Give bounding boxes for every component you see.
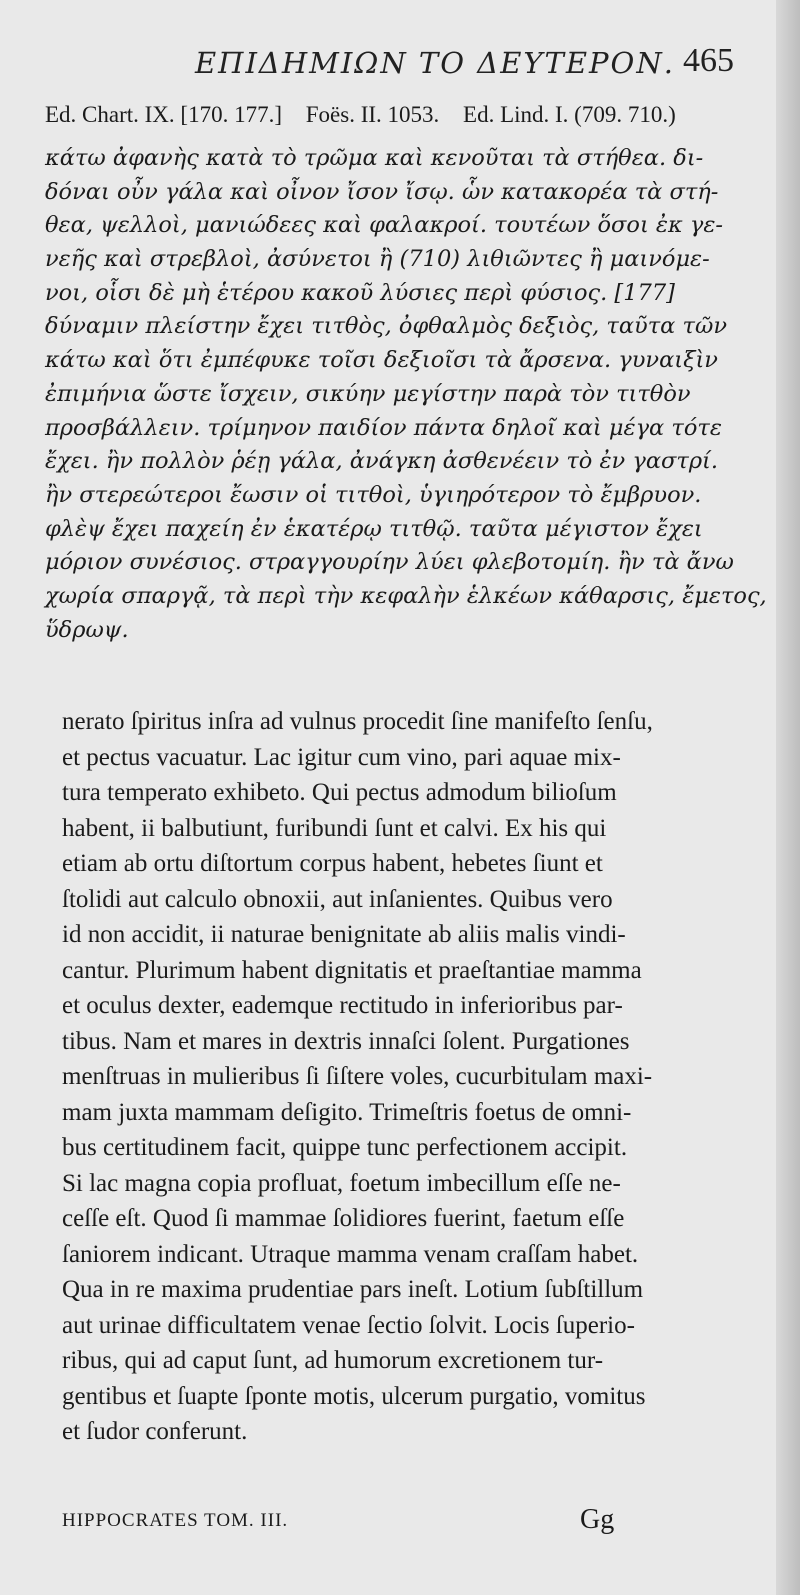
edition-reference-foes: Foës. II. 1053. — [305, 102, 440, 127]
greek-line: θεα, ψελλοὶ, μανιώδεες καὶ φαλακροί. τουτέων ὅσοι ἐκ γε- — [45, 212, 724, 239]
greek-line: κάτω ἀφανὴς κατὰ τὸ τρῶμα καὶ κενοῦται τὰ στήθεα. δι- — [45, 145, 704, 171]
page-header — [40, 40, 740, 106]
greek-line: κάτω καὶ ὅτι ἐμπέφυκε τοῖσι δεξιοῖσι τὰ ἄρσενα. γυναιξὶν — [45, 347, 718, 374]
greek-line: χωρία σπαργᾷ, τὰ περὶ τὴν κεφαλὴν ἑλκέων κάθαρσις, ἔμετος, — [45, 582, 767, 609]
latin-line: habent, ii balbutiunt, furibundi ſunt et calvi. Ex his qui — [62, 814, 607, 842]
greek-text-block — [45, 142, 765, 647]
greek-line: φλὲψ ἔχει παχείη ἐν ἑκατέρῳ τιτθῷ. ταῦτα μέγιστον ἔχει — [45, 515, 703, 542]
page-footer — [62, 1504, 762, 1544]
greek-line: προσβάλλειν. τρίμηνον παιδίον πάντα δηλοῖ καὶ μέγα τότε — [45, 414, 722, 441]
latin-line: etiam ab ortu diſtortum corpus habent, hebetes ſiunt et — [62, 850, 603, 877]
gathering-mark: Gg — [580, 1504, 615, 1535]
latin-translation-block — [62, 704, 777, 1450]
latin-line: cantur. Plurimum habent dignitatis et praeſtantiae mamma — [62, 956, 642, 984]
signature-line: HIPPOCRATES TOM. III. — [62, 1510, 289, 1531]
latin-line: bus certitudinem facit, quippe tunc perfectionem accipit. — [62, 1134, 628, 1161]
latin-line: gentibus et ſuapte ſponte motis, ulcerum purgatio, vomitus — [62, 1382, 646, 1410]
greek-line: δόναι οὖν γάλα καὶ οἶνον ἴσον ἴσῳ. ὧν κατακορέα τὰ στή- — [45, 178, 719, 205]
running-title: ΕΠΙΔΗΜΙΩΝ ΤΟ ΔΕΥΤΕΡΟΝ. — [195, 46, 675, 80]
latin-line: tibus. Nam et mares in dextris innaſci ſolent. Purgationes — [62, 1027, 630, 1055]
latin-line: id non accidit, ii naturae benignitate ab aliis malis vindi- — [62, 921, 626, 948]
edition-references — [45, 102, 775, 128]
latin-line: ribus, qui ad caput ſunt, ad humorum excretionem tur- — [62, 1347, 604, 1374]
latin-line: Qua in re maxima prudentiae pars ineſt. Lotium ſubſtillum — [62, 1276, 644, 1303]
greek-line: δύναμιν πλείστην ἔχει τιτθὸς, ὀφθαλμὸς δεξιὸς, ταῦτα τῶν — [45, 313, 727, 340]
latin-line: aut urinae difficultatem venae ſectio ſolvit. Locis ſuperio- — [62, 1311, 635, 1339]
latin-line: et pectus vacuatur. Lac igitur cum vino, pari aquae mix- — [62, 743, 621, 771]
latin-line: ſaniorem indicant. Utraque mamma venam craſſam habet. — [62, 1240, 639, 1268]
greek-line: ἢν στερεώτεροι ἔωσιν οἱ τιτθοὶ, ὑγιηρότερον τὸ ἔμβρυον. — [45, 481, 702, 508]
latin-line: Si lac magna copia profluat, foetum imbecillum eſſe ne- — [62, 1169, 621, 1197]
greek-line: νοι, οἷσι δὲ μὴ ἑτέρου κακοῦ λύσιες περὶ φύσιος. [177] — [45, 279, 675, 306]
latin-line: tura temperato exhibeto. Qui pectus admodum bilioſum — [62, 779, 617, 806]
latin-line: menſtruas in mulieribus ſi ſiſtere voles, cucurbitulam maxi- — [62, 1063, 653, 1090]
edition-reference-lind: Ed. Lind. I. (709. 710.) — [463, 102, 676, 127]
latin-line: et ſudor conferunt. — [62, 1418, 248, 1445]
page-edge-shadow — [776, 0, 800, 1595]
greek-line: νεῆς καὶ στρεβλοὶ, ἀσύνετοι ἢ (710) λιθιῶντες ἢ μαινόμε- — [45, 246, 710, 273]
page-number: 465 — [683, 42, 734, 79]
latin-line: ceſſe eſt. Quod ſi mammae ſolidiores fuerint, faetum eſſe — [62, 1205, 625, 1232]
greek-line: μόριον συνέσιος. στραγγουρίην λύει φλεβοτομίη. ἢν τὰ ἄνω — [45, 549, 734, 576]
latin-line: mam juxta mammam deſigito. Trimeſtris foetus de omni- — [62, 1098, 632, 1126]
latin-line: nerato ſpiritus inſra ad vulnus procedit ſine manifeſto ſenſu, — [62, 708, 653, 735]
edition-reference-chart: Ed. Chart. IX. [170. 177.] — [45, 102, 282, 127]
greek-line: ἔχει. ἢν πολλὸν ῥέῃ γάλα, ἀνάγκη ἀσθενέειν τὸ ἐν γαστρί. — [45, 448, 719, 475]
greek-line: ὕδρωψ. — [45, 616, 129, 643]
latin-line: et oculus dexter, eademque rectitudo in inferioribus par- — [62, 992, 623, 1019]
latin-line: ſtolidi aut calculo obnoxii, aut inſanientes. Quibus vero — [62, 885, 613, 913]
greek-line: ἐπιμήνια ὥστε ἴσχειν, σικύην μεγίστην παρὰ τὸν τιτθὸν — [45, 380, 691, 407]
